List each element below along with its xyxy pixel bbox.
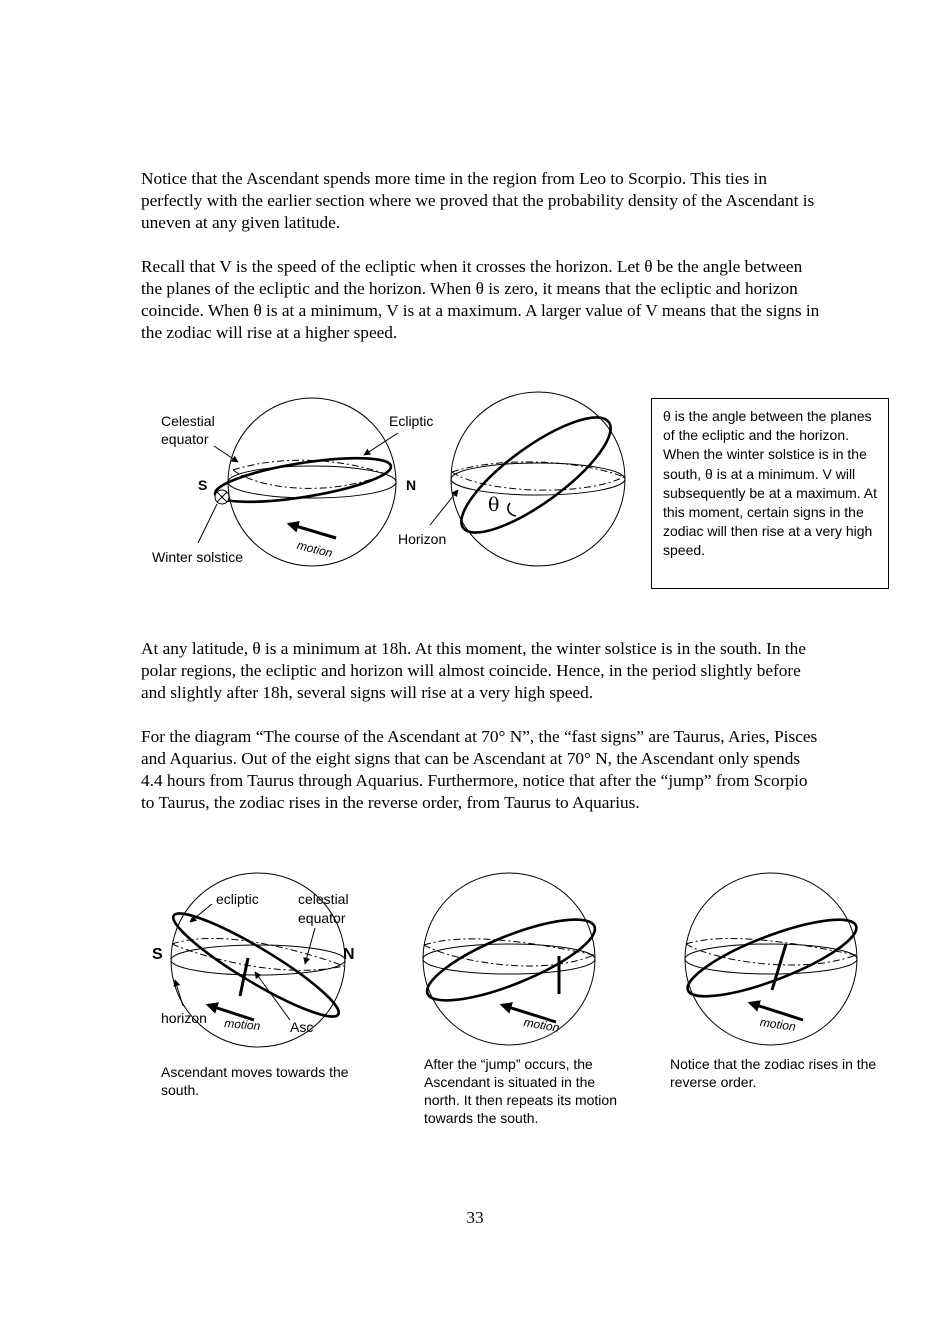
label-horizon-2: horizon [161, 1010, 207, 1026]
sphere-right-fig1 [430, 392, 625, 566]
label-horizon: Horizon [398, 531, 447, 547]
label-motion-3: motion [522, 1015, 561, 1036]
label-equator-2: equator [298, 910, 346, 926]
label-north: N [406, 477, 417, 493]
label-motion-4: motion [759, 1015, 797, 1034]
label-theta: θ [488, 494, 500, 516]
label-winter-solstice: Winter solstice [152, 549, 244, 565]
label-celestial: Celestial [161, 413, 215, 429]
label-south-2: S [152, 946, 163, 963]
label-north-2: N [343, 946, 355, 963]
label-equator: equator [161, 431, 209, 447]
caption-reverse-order: Notice that the zodiac rises in the reverse order. [670, 1056, 877, 1090]
paragraph-ascendant-time: Notice that the Ascendant spends more time in the region from Leo to Scorpio. This ties in perfectly with the earlier section where we proved that the probability density of the Ascendant is uneven at any given latitude. [141, 169, 815, 232]
paragraph-speed-v: Recall that V is the speed of the ecliptic when it crosses the horizon. Let θ be the angle between the planes of the ecliptic and the horizon. When θ is zero, it means that the ecliptic and horizon coincide. When θ is at a minimum, V is at a maximum. A larger value of V means that the signs in the zodiac will rise at a higher speed. [141, 257, 820, 342]
label-motion: motion [295, 538, 334, 561]
label-celestial-2: celestial [298, 891, 349, 907]
label-south: S [198, 477, 208, 493]
label-motion-2: motion [223, 1016, 261, 1034]
caption-after-jump: After the “jump” occurs, the Ascendant is situated in the north. It then repeats its motion towards the south. [424, 1056, 617, 1126]
paragraph-minimum-18h: At any latitude, θ is a minimum at 18h. At this moment, the winter solstice is in the south. In the polar regions, the ecliptic and horizon will almost coincide. Hence, in the period slightly before and slightly after 18h, several signs will rise at a very high speed. [141, 639, 806, 702]
caption-ascendant-south: Ascendant moves towards the south. [161, 1064, 349, 1098]
sphere-fig2-2 [419, 873, 604, 1045]
label-ecliptic: Ecliptic [389, 413, 434, 429]
page-number: 33 [466, 1208, 484, 1227]
paragraph-fast-signs: For the diagram “The course of the Ascendant at 70° N”, the “fast signs” are Taurus, Aries, Pisces and Aquarius. Out of the eight signs that can be Ascendant at 70° N, the Ascendant only spends 4.4 hours from Taurus through Aquarius. Furthermore, notice that after the “jump” from Scorpio to Taurus, the zodiac rises in the reverse order, from Taurus to Aquarius. [141, 727, 818, 812]
explanation-box: θ is the angle between the planes of the ecliptic and the horizon. When the winter solstice is in the south, θ is at a minimum. V will subsequently be at a maximum. At this moment, certain signs in the zodiac will then rise at a very high speed. [651, 398, 889, 589]
label-ecliptic-2: ecliptic [216, 891, 259, 907]
label-asc: Asc [290, 1019, 314, 1035]
